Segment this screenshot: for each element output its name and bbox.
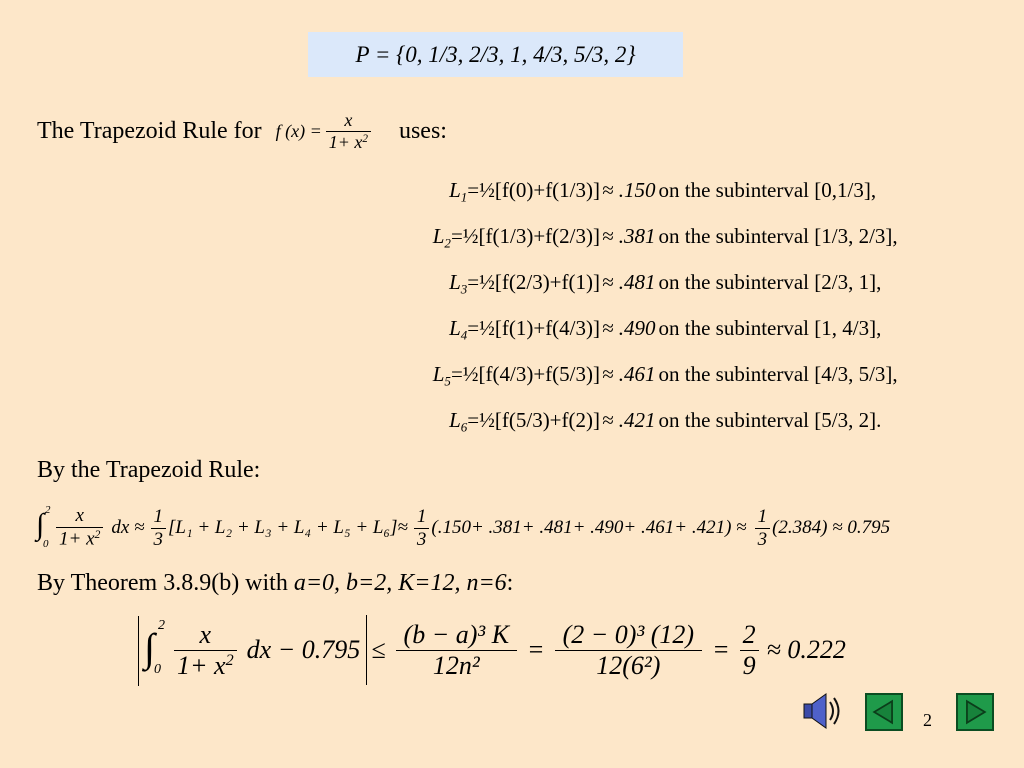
result-denominator: 9	[742, 650, 756, 680]
trapezoid-expr: =½[f(2/3)+f(1)]	[467, 270, 600, 294]
function-numerator: x	[326, 110, 371, 132]
function-denominator-exponent: 2	[362, 132, 368, 145]
trapezoid-row-1-expr	[0, 178, 600, 206]
trapezoid-expr: =½[f(1/3)+f(2/3)]	[450, 224, 600, 248]
integrand-denominator-exponent: 2	[94, 528, 101, 542]
trapezoid-row-2-desc	[602, 224, 898, 249]
integral-upper-limit: 2	[45, 504, 51, 516]
intro-line	[37, 103, 447, 159]
equals-sign-1: =	[527, 635, 545, 664]
trapezoid-label: L	[449, 316, 461, 340]
trapezoid-index: 3	[460, 281, 468, 297]
integrand-fraction	[56, 505, 103, 550]
trapezoid-label: L	[449, 178, 461, 202]
error-integrand-denominator-exponent: 2	[225, 651, 234, 669]
trapezoid-row-6-expr	[0, 408, 600, 436]
error-bound	[130, 612, 846, 688]
trapezoid-row-2-expr	[0, 224, 600, 252]
one-third-numerator-2: 1	[414, 506, 430, 529]
trapezoid-expr: =½[f(5/3)+f(2)]	[467, 408, 600, 432]
forward-arrow-icon	[958, 695, 992, 729]
theorem-prefix: By Theorem 3.8.9(b) with	[37, 570, 288, 596]
substituted-numerator: (2 − 0)³ (12)	[555, 620, 702, 651]
trapezoid-row-4-expr	[0, 316, 600, 344]
trapezoid-row-3-desc	[602, 270, 881, 295]
result-numerator: 2	[740, 620, 759, 651]
trapezoid-row-3-expr	[0, 270, 600, 298]
integrand-numerator: x	[56, 505, 103, 528]
trapezoid-index: 6	[460, 419, 468, 435]
trapezoid-approx: ≈ .481	[602, 270, 656, 294]
dx-approx: dx ≈	[111, 517, 145, 538]
error-integrand-numerator: x	[174, 620, 237, 651]
theorem-line	[37, 570, 513, 597]
one-third-denominator-3: 3	[757, 528, 768, 550]
trapezoid-index: 2	[444, 235, 451, 251]
intro-suffix: uses:	[398, 117, 447, 144]
theorem-colon: :	[506, 570, 514, 596]
trapezoid-rule-heading: By the Trapezoid Rule:	[37, 457, 261, 483]
one-third-fraction-2	[414, 506, 430, 551]
one-third-numerator-3: 1	[755, 506, 771, 529]
back-button[interactable]	[865, 693, 903, 731]
back-arrow-icon	[867, 695, 901, 729]
trapezoid-approx: ≈ .461	[602, 362, 656, 386]
error-integrand-denominator-base: 1+ x	[177, 650, 226, 680]
trapezoid-label: L	[432, 362, 445, 386]
trapezoid-subinterval: on the subinterval [4/3, 5/3],	[658, 362, 898, 386]
one-third-denominator-2: 3	[416, 528, 427, 550]
one-third-fraction	[151, 506, 167, 551]
function-fraction	[326, 110, 371, 153]
trapezoid-approx: ≈ .421	[602, 408, 656, 432]
trapezoid-approx: ≈ .150	[602, 178, 656, 202]
integral-lower-limit: 0	[43, 538, 49, 550]
error-integrand-denominator	[174, 651, 237, 681]
trapezoid-row-6-desc	[602, 408, 881, 433]
trapezoid-expr: =½[f(0)+f(1/3)]	[467, 178, 600, 202]
bound-numerator: (b − a)³ K	[396, 620, 518, 651]
partition-text: P = {0, 1/3, 2/3, 1, 4/3, 5/3, 2}	[355, 42, 636, 67]
trapezoid-index: 5	[444, 373, 451, 389]
error-integral-sign: ∫ 2 0	[144, 618, 165, 677]
trapezoid-subinterval: on the subinterval [5/3, 2].	[658, 408, 882, 432]
integrand-denominator-base: 1+ x	[59, 528, 95, 550]
trapezoid-sum: [L₁ + L₂ + L₃ + L₄ + L₅ + L₆]≈	[168, 517, 408, 538]
abs-bar-right	[366, 615, 367, 685]
theorem-params: a=0, b=2, K=12, n=6	[293, 570, 507, 596]
error-integral-upper-limit: 2	[158, 618, 165, 633]
trapezoid-row-5-desc	[602, 362, 898, 387]
trapezoid-subinterval: on the subinterval [2/3, 1],	[658, 270, 882, 294]
error-rest: dx − 0.795	[246, 635, 361, 664]
page-number: 2	[923, 710, 932, 730]
trapezoid-row-5-expr	[0, 362, 600, 390]
trapezoid-label: L	[449, 270, 461, 294]
trapezoid-subinterval: on the subinterval [1, 4/3],	[658, 316, 882, 340]
error-integrand-fraction	[174, 620, 237, 681]
intro-prefix: The Trapezoid Rule for	[37, 117, 262, 144]
bound-denominator: 12n²	[432, 650, 480, 680]
substituted-denominator: 12(6²)	[596, 650, 661, 680]
substituted-fraction	[555, 620, 702, 681]
function-lhs: f (x) =	[275, 120, 322, 141]
integral-sign: ∫ 2 0	[36, 504, 51, 550]
leq-sign: ≤	[371, 635, 386, 664]
function-denominator	[326, 132, 371, 153]
trapezoid-label: L	[432, 224, 445, 248]
one-third-numerator: 1	[151, 506, 167, 529]
one-third-fraction-3	[755, 506, 771, 551]
error-result: ≈ 0.222	[766, 635, 846, 664]
speaker-icon[interactable]	[800, 690, 846, 732]
trapezoid-expr: =½[f(4/3)+f(5/3)]	[450, 362, 600, 386]
bound-fraction	[396, 620, 518, 681]
abs-bar-left	[138, 616, 139, 686]
trapezoid-approx: ≈ .381	[602, 224, 656, 248]
trapezoid-row-1-desc	[602, 178, 876, 203]
trapezoid-subinterval: on the subinterval [1/3, 2/3],	[658, 224, 898, 248]
trapezoid-total: (2.384) ≈ 0.795	[772, 517, 891, 538]
forward-button[interactable]	[956, 693, 994, 731]
function-definition	[276, 110, 371, 153]
trapezoid-approx: ≈ .490	[602, 316, 656, 340]
partition-box	[308, 32, 683, 77]
trapezoid-label: L	[449, 408, 461, 432]
error-integral-lower-limit: 0	[154, 662, 161, 677]
trapezoid-row-4-desc	[602, 316, 881, 341]
one-third-denominator: 3	[153, 528, 164, 550]
trapezoid-index: 4	[460, 327, 468, 343]
trapezoid-index: 1	[460, 189, 468, 205]
trapezoid-subinterval: on the subinterval [0,1/3],	[658, 178, 877, 202]
function-denominator-base: 1+ x	[328, 131, 363, 152]
integrand-denominator	[56, 528, 103, 550]
trapezoid-values: (.150+ .381+ .481+ .490+ .461+ .421) ≈	[431, 517, 747, 538]
integral-approximation	[36, 500, 890, 556]
result-fraction	[740, 620, 759, 681]
trapezoid-expr: =½[f(1)+f(4/3)]	[467, 316, 600, 340]
equals-sign-2: =	[712, 635, 730, 664]
